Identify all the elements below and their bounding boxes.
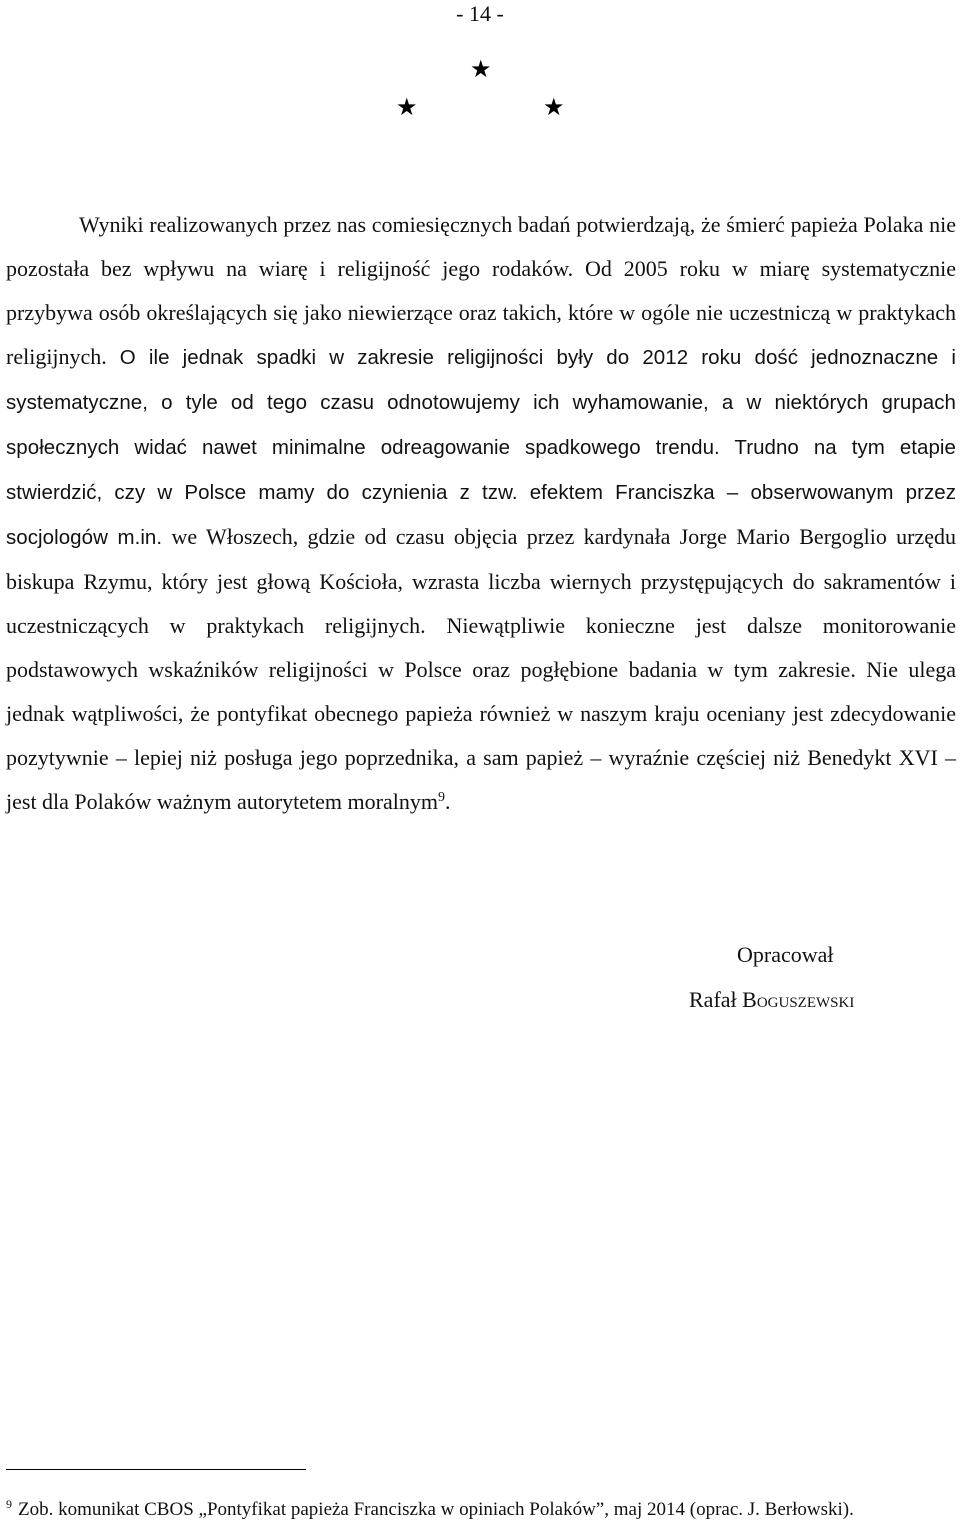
- paragraph-text-part-3: we Włoszech, gdzie od czasu objęcia przez kardynała Jorge Mario Bergoglio urzędu biskupa Rzymu, który jest głową Kościoła, wzrasta liczba wiernych przystępujących do sakramentów i uczestniczących w praktykach religijnych. Niewątpliwie konieczne jest dalsze monitorowanie podstawowych wskaźników religijności w Polsce oraz pogłębione badania w tym zakresie. Nie ulega jednak wątpliwości, że pontyfikat obecnego papieża również w naszym kraju oceniany jest zdecydowanie pozytywnie – lepiej niż posługa jego poprzednika, a sam papież – wyraźnie częściej niż Benedykt XVI – jest dla Polaków ważnym autorytetem moralnym: [6, 524, 956, 814]
- paragraph-text-part-1: Wyniki realizowanych przez nas comiesięcznych badań potwierdzają, że śmierć papieża Polaka nie pozostała bez wpływu na wiarę i religijność jego rodaków. Od 2005 roku w miarę systematycznie przybywa osób określających się jako niewierzące oraz takich, które w ogóle nie uczestniczą w praktykach religijnych.: [6, 212, 956, 369]
- footnote: [6, 1497, 956, 1523]
- star-icon: ★: [470, 57, 492, 83]
- star-icon: ★: [396, 95, 418, 121]
- signature-name: [689, 985, 960, 1015]
- author-first-name: Rafał: [689, 987, 737, 1012]
- author-last-name: Boguszewski: [742, 987, 855, 1012]
- footnote-number: 9: [6, 1497, 12, 1511]
- paragraph-end: .: [444, 789, 451, 814]
- star-icon: ★: [543, 95, 565, 121]
- signature-role: Opracował: [737, 942, 834, 967]
- footnote-text: Zob. komunikat CBOS „Pontyfikat papieża Franciszka w opiniach Polaków”, maj 2014 (oprac. J. Berłowski).: [18, 1499, 854, 1520]
- main-paragraph: [6, 203, 956, 824]
- paragraph-text-part-2: O ile jednak spadki w zakresie religijności były do 2012 roku dość jednoznaczne i systematyczne, o tyle od tego czasu odnotowujemy ich wyhamowanie, a w niektórych grupach społecznych widać nawet minimalne odreagowanie spadkowego trendu. Trudno na tym etapie stwierdzić, czy w Polsce mamy do czynienia z tzw. efektem Franciszka – obserwowanym przez socjologów m.in.: [6, 346, 957, 549]
- footnote-reference: 9: [437, 790, 445, 805]
- page-number: - 14 -: [456, 1, 504, 26]
- footnote-separator: [6, 1469, 306, 1470]
